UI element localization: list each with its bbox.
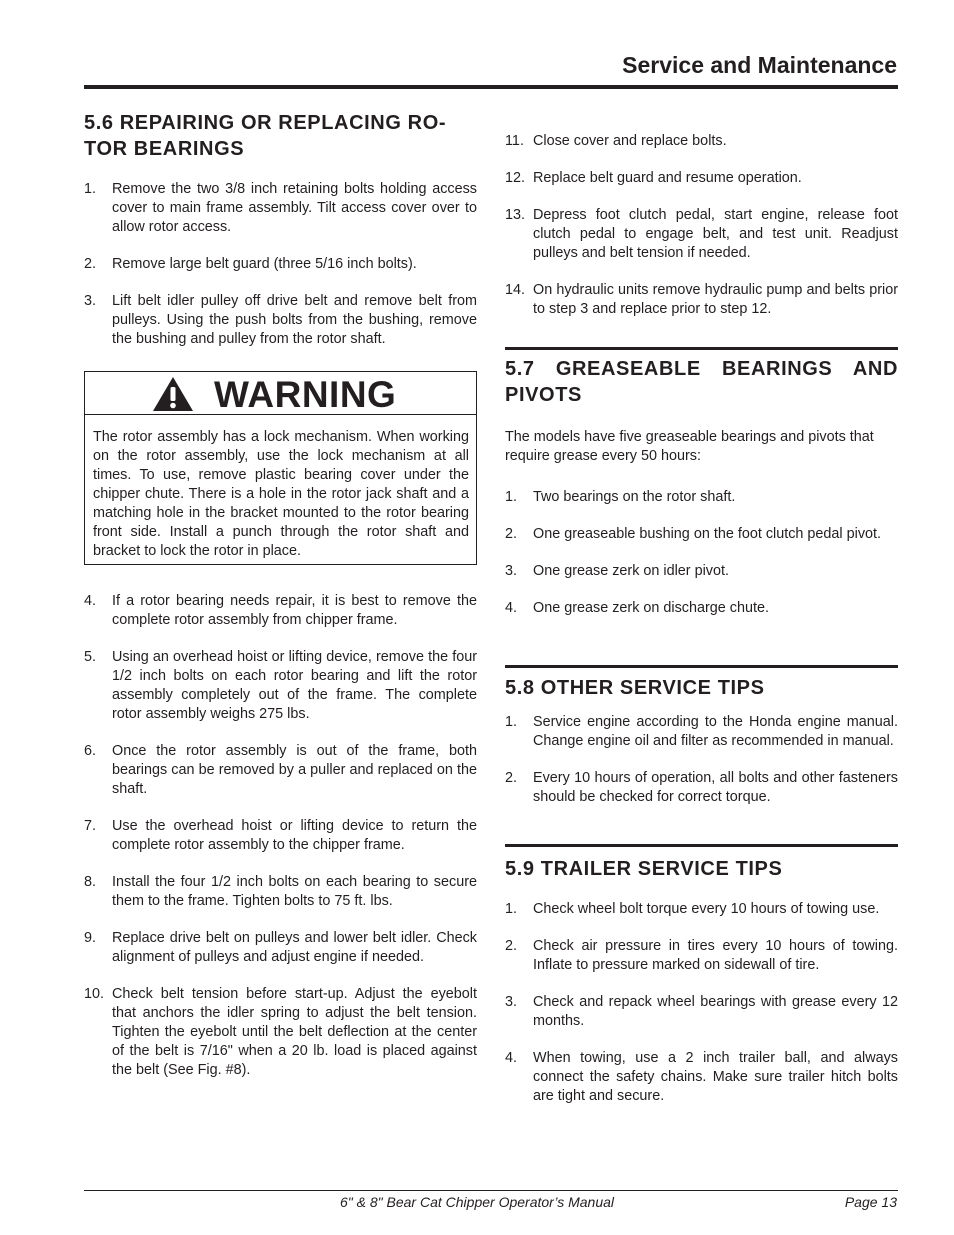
section-5-7-intro: The models have five greaseable bearings and pivots that require grease every 50 hours: bbox=[505, 429, 874, 464]
list-item-number: 1. bbox=[505, 901, 518, 917]
list-item-number: 3. bbox=[84, 293, 97, 309]
list-item-number: 4. bbox=[84, 593, 97, 609]
section-5-6-steps-a bbox=[84, 180, 477, 349]
list-item bbox=[84, 985, 477, 1080]
list-item-text: Service engine according to the Honda engine manual. Change engine oil and filter as recommended in manual. bbox=[533, 714, 898, 749]
list-item bbox=[505, 769, 898, 807]
list-item-text: Using an overhead hoist or lifting device, remove the four 1/2 inch bolts on each rotor bearing and lift the rotor assembly completely out of the frame. The complete rotor assembly weighs 275 lbs. bbox=[112, 649, 477, 722]
list-item-number: 1. bbox=[505, 714, 518, 730]
list-item-number: 3. bbox=[505, 563, 518, 579]
section-5-8-rule bbox=[505, 665, 898, 668]
section-5-6-title-line2: TOR BEARINGS bbox=[84, 138, 245, 160]
list-item-text: Replace belt guard and resume operation. bbox=[533, 170, 802, 186]
list-item-text: Once the rotor assembly is out of the frame, both bearings can be removed by a puller and replaced on the shaft. bbox=[112, 743, 477, 797]
warning-text: The rotor assembly has a lock mechanism. When working on the rotor assembly, use the lock mechanism at all times. To use, remove plastic bearing cover under the chipper chute. There is a hole in the rotor jack shaft and a matching hole in the bracket mounted to the rotor bearing front side. Install a punch through the rotor shaft and bracket to lock the rotor in place. bbox=[93, 429, 469, 559]
section-5-6-title-line1: 5.6 REPAIRING OR REPLACING RO- bbox=[84, 112, 447, 134]
list-item-number: 4. bbox=[505, 600, 518, 616]
list-item-number: 2. bbox=[505, 770, 518, 786]
footer-rule bbox=[84, 1190, 898, 1191]
list-item-text: Two bearings on the rotor shaft. bbox=[533, 489, 736, 505]
list-item bbox=[505, 713, 898, 751]
list-item bbox=[505, 1049, 898, 1106]
section-5-6-title bbox=[84, 110, 477, 162]
list-item-text: Use the overhead hoist or lifting device to return the complete rotor assembly to the chipper frame. bbox=[112, 818, 477, 853]
warning-label: WARNING bbox=[214, 374, 397, 415]
list-item-number: 7. bbox=[84, 818, 97, 834]
list-item-text: One grease zerk on idler pivot. bbox=[533, 563, 729, 579]
section-5-8-title: 5.8 OTHER SERVICE TIPS bbox=[505, 677, 765, 699]
list-item bbox=[84, 648, 477, 724]
list-item bbox=[505, 900, 898, 919]
list-item bbox=[84, 873, 477, 911]
list-item bbox=[84, 929, 477, 967]
list-item-text: When towing, use a 2 inch trailer ball, and always connect the safety chains. Make sure trailer hitch bolts are tight and secure. bbox=[533, 1050, 898, 1104]
list-item-number: 1. bbox=[84, 181, 97, 197]
section-5-7-title: 5.7 GREASEABLE BEARINGS AND PIVOTS bbox=[505, 358, 898, 406]
list-item bbox=[505, 937, 898, 975]
list-item bbox=[505, 206, 898, 263]
list-item-number: 9. bbox=[84, 930, 97, 946]
section-5-6-steps-c bbox=[505, 132, 898, 319]
warning-header bbox=[85, 372, 476, 415]
warning-box bbox=[84, 371, 477, 565]
footer-page-number: Page 13 bbox=[844, 1194, 897, 1210]
footer-manual-title: 6" & 8" Bear Cat Chipper Operator’s Manual bbox=[340, 1194, 615, 1210]
list-item bbox=[505, 132, 898, 151]
list-item-text: Check and repack wheel bearings with grease every 12 months. bbox=[533, 994, 898, 1029]
list-item-number: 13. bbox=[505, 207, 526, 223]
list-item-text: If a rotor bearing needs repair, it is best to remove the complete rotor assembly from chipper frame. bbox=[112, 593, 477, 628]
list-item-number: 1. bbox=[505, 489, 518, 505]
list-item-text: Check wheel bolt torque every 10 hours of towing use. bbox=[533, 901, 880, 917]
list-item-text: Depress foot clutch pedal, start engine, release foot clutch pedal to engage belt, and test unit. Readjust pulleys and belt tension if needed. bbox=[533, 207, 898, 261]
list-item-text: On hydraulic units remove hydraulic pump and belts prior to step 3 and replace prior to step 12. bbox=[533, 282, 898, 317]
list-item-text: Check belt tension before start-up. Adjust the eyebolt that anchors the idler spring to adjust the belt tension. Tighten the eyebolt until the belt deflection at the center of the belt is 7/16" when a 20 lb. load is placed against the belt (See Fig. #8). bbox=[112, 986, 477, 1078]
list-item-number: 14. bbox=[505, 282, 526, 298]
list-item-number: 10. bbox=[84, 986, 105, 1002]
header-rule bbox=[84, 85, 898, 89]
list-item-text: Remove the two 3/8 inch retaining bolts holding access cover to main frame assembly. Tilt access cover over to allow rotor access. bbox=[112, 181, 477, 235]
section-5-7-list bbox=[505, 488, 898, 618]
section-5-7-rule bbox=[505, 347, 898, 350]
list-item bbox=[84, 817, 477, 855]
section-5-9-list bbox=[505, 900, 898, 1106]
section-5-6-steps-b bbox=[84, 592, 477, 1080]
list-item-number: 11. bbox=[505, 133, 524, 149]
section-5-9-rule bbox=[505, 844, 898, 847]
list-item bbox=[505, 993, 898, 1031]
list-item-text: Install the four 1/2 inch bolts on each bearing to secure them to the frame. Tighten bolts to 75 ft. lbs. bbox=[112, 874, 477, 909]
list-item bbox=[505, 599, 898, 618]
list-item-number: 6. bbox=[84, 743, 97, 759]
list-item bbox=[505, 281, 898, 319]
warning-triangle-icon bbox=[152, 376, 194, 417]
list-item bbox=[84, 255, 477, 274]
list-item-text: Close cover and replace bolts. bbox=[533, 133, 727, 149]
list-item bbox=[84, 742, 477, 799]
section-5-9-title: 5.9 TRAILER SERVICE TIPS bbox=[505, 858, 783, 880]
list-item-number: 2. bbox=[505, 938, 518, 954]
section-5-8-list bbox=[505, 713, 898, 807]
list-item-text: Lift belt idler pulley off drive belt and remove belt from pulleys. Using the push bolts from the bushing, remove the bushing and pulley from the rotor shaft. bbox=[112, 293, 477, 347]
list-item-text: One greaseable bushing on the foot clutch pedal pivot. bbox=[533, 526, 882, 542]
list-item-number: 5. bbox=[84, 649, 97, 665]
list-item-number: 8. bbox=[84, 874, 97, 890]
list-item-text: Check air pressure in tires every 10 hours of towing. Inflate to pressure marked on sidewall of tire. bbox=[533, 938, 898, 973]
list-item bbox=[84, 180, 477, 237]
list-item bbox=[505, 525, 898, 544]
list-item-number: 4. bbox=[505, 1050, 518, 1066]
list-item bbox=[84, 592, 477, 630]
list-item bbox=[505, 169, 898, 188]
list-item-number: 2. bbox=[505, 526, 518, 542]
list-item-number: 2. bbox=[84, 256, 97, 272]
list-item bbox=[505, 488, 898, 507]
list-item bbox=[505, 562, 898, 581]
list-item-text: One grease zerk on discharge chute. bbox=[533, 600, 769, 616]
list-item-text: Every 10 hours of operation, all bolts and other fasteners should be checked for correct torque. bbox=[533, 770, 898, 805]
list-item-number: 3. bbox=[505, 994, 518, 1010]
list-item-text: Replace drive belt on pulleys and lower belt idler. Check alignment of pulleys and adjust engine if needed. bbox=[112, 930, 477, 965]
page-header-title: Service and Maintenance bbox=[622, 52, 897, 78]
list-item-text: Remove large belt guard (three 5/16 inch bolts). bbox=[112, 256, 417, 272]
list-item bbox=[84, 292, 477, 349]
list-item-number: 12. bbox=[505, 170, 526, 186]
